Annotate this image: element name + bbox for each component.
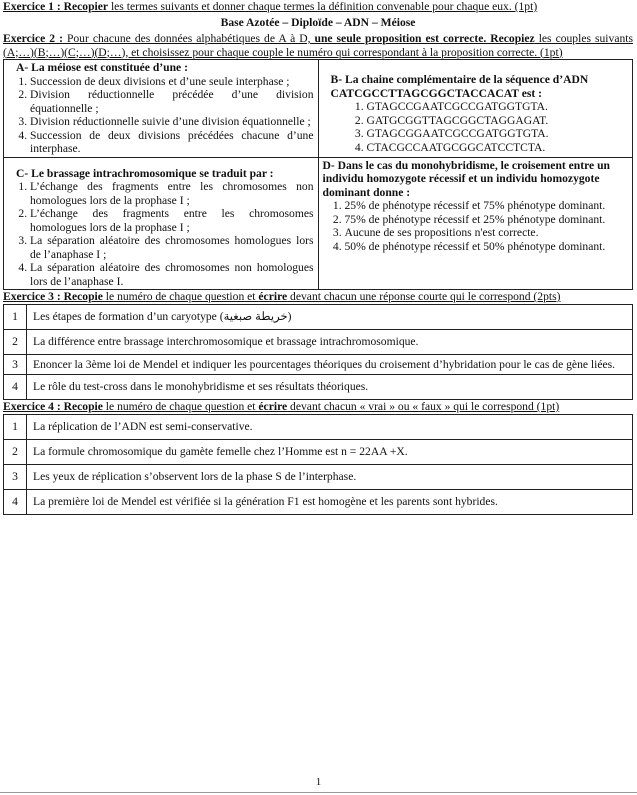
exam-page xyxy=(3,0,633,515)
option-D-2: 2. 75% de phénotype récessif et 25% phénotype dominant. xyxy=(345,213,629,227)
exercise-2-title: Exercice 2 : xyxy=(3,32,63,45)
question-A-options xyxy=(8,75,314,156)
question-A-cell xyxy=(4,60,319,158)
question-C-options xyxy=(8,180,314,288)
option-B-2: 2. GATGCGGTTAGCGGCTAGGAGAT. xyxy=(367,114,629,128)
table-row xyxy=(4,439,633,464)
question-number: 1 xyxy=(4,304,27,329)
question-text: La première loi de Mendel est vérifiée si la génération F1 est homogène et les parents sont hybrides. xyxy=(27,489,633,514)
exercise-1-text: les termes suivants et donner chaque termes la définition convenable pour chaque eux. (1pt) xyxy=(108,0,538,13)
option-B-1: 1. GTAGCCGAATCGCCGATGGTGTA. xyxy=(367,100,629,114)
question-D-options xyxy=(323,199,629,253)
question-text: Le rôle du test-cross dans le monohybridisme et ses résultats théoriques. xyxy=(27,375,633,400)
exercise-3-text-2: devant chacun une réponse courte qui le correspond (2pts) xyxy=(287,290,561,303)
option-A-3: 3. Division réductionnelle suivie d’une division équationnelle ; xyxy=(30,115,314,129)
exercise-4-text-1: le numéro de chaque question et xyxy=(102,400,259,413)
option-D-3: 3. Aucune de ses propositions n'est correcte. xyxy=(345,226,629,240)
option-B-4: 4. CTACGCCAATGCGGCATCCTCTA. xyxy=(367,141,629,155)
table-row xyxy=(4,329,633,354)
exercise-2-text-1: Pour chacune des données alphabétiques de A à D, xyxy=(62,32,315,45)
exercise-1-title: Exercice 1 : Recopier xyxy=(3,0,109,13)
exercise-3-table xyxy=(3,304,633,401)
footer-divider xyxy=(0,792,637,793)
question-number: 3 xyxy=(4,354,27,375)
table-row xyxy=(4,489,633,514)
exercise-2-bold: une seule proposition est correcte. Recopiez xyxy=(314,32,535,45)
exercise-3-statement xyxy=(3,290,633,304)
table-row xyxy=(4,304,633,329)
question-B-cell xyxy=(318,60,633,158)
exercise-1-statement xyxy=(3,0,633,14)
exercise-4-title: Exercice 4 : Recopie xyxy=(3,400,103,413)
table-row xyxy=(4,464,633,489)
option-C-4: 4. La séparation aléatoire des chromosomes non homologues lors de l’anaphase I. xyxy=(30,261,314,288)
exercise-3-bold: écrire xyxy=(258,290,288,303)
question-A-head: A- La méiose est constituée d’une : xyxy=(16,61,188,74)
option-B-3: 3. GTAGCGGAATCGCCGATGGTGTA. xyxy=(367,127,629,141)
option-A-2: 2. Division réductionnelle précédée d’une division équationnelle ; xyxy=(30,88,314,115)
question-D-cell xyxy=(318,157,633,290)
page-number: 1 xyxy=(315,776,322,788)
exercise-1-terms: Base Azotée – Diploïde – ADN – Méiose xyxy=(220,15,416,29)
question-C-cell xyxy=(4,157,319,290)
table-row xyxy=(4,354,633,375)
option-C-1: 1. L’échange des fragments entre les chromosomes non homologues lors de la prophase I ; xyxy=(30,180,314,207)
exercise-4-bold: écrire xyxy=(258,400,288,413)
exercise-2-grid xyxy=(3,59,633,290)
question-number: 1 xyxy=(4,414,27,439)
option-D-4: 4. 50% de phénotype récessif et 50% phénotype dominant. xyxy=(345,240,629,254)
exercise-4-text-2: devant chacun « vrai » ou « faux » qui le correspond (1pt) xyxy=(287,400,560,413)
exercise-4-table xyxy=(3,414,633,515)
question-number: 3 xyxy=(4,464,27,489)
exercise-2-text-2: les couples suivants (A;…)(B;…)(C;…)(D;…), et choisissez pour chaque couple le numéro qui correspondant à la proposition correcte. (1pt) xyxy=(3,32,633,59)
question-text: La différence entre brassage interchromosomique et brassage intrachromosomique. xyxy=(27,329,633,354)
question-number: 4 xyxy=(4,489,27,514)
question-number: 4 xyxy=(4,375,27,400)
question-text: Les yeux de réplication s’observent lors de la phase S de l’interphase. xyxy=(27,464,633,489)
question-number: 2 xyxy=(4,439,27,464)
exercise-3-text-1: le numéro de chaque question et xyxy=(102,290,259,303)
question-number: 2 xyxy=(4,329,27,354)
option-C-3: 3. La séparation aléatoire des chromosomes homologues lors de l’anaphase I ; xyxy=(30,234,314,261)
option-A-4: 4. Succession de deux divisions précédées chacune d’une interphase. xyxy=(30,129,314,156)
question-text: Enoncer la 3ème loi de Mendel et indiquer les pourcentages théoriques du croisement d’hybridation pour le cas de gène liées. xyxy=(27,354,633,375)
option-A-1: 1. Succession de deux divisions et d’une seule interphase ; xyxy=(30,75,314,89)
table-row xyxy=(4,414,633,439)
option-C-2: 2. L’échange des fragments entre les chromosomes homologues lors de la prophase I ; xyxy=(30,207,314,234)
option-D-1: 1. 25% de phénotype récessif et 75% phénotype dominant. xyxy=(345,199,629,213)
question-B-options xyxy=(323,100,629,154)
question-D-head: D- Dans le cas du monohybridisme, le croisement entre un individu homozygote récessif et un individu homozygote dominant donne : xyxy=(322,158,610,199)
question-text: La réplication de l’ADN est semi-conservative. xyxy=(27,414,633,439)
exercise-4-statement xyxy=(3,400,633,414)
exercise-3-title: Exercice 3 : Recopie xyxy=(3,290,103,303)
question-text: La formule chromosomique du gamète femelle chez l’Homme est n = 22AA +X. xyxy=(27,439,633,464)
table-row xyxy=(4,375,633,400)
exercise-2-statement xyxy=(3,32,633,59)
question-C-head: C- Le brassage intrachromosomique se traduit par : xyxy=(16,166,274,180)
question-text: Les étapes de formation d’un caryotype (خريطة صبغية) xyxy=(27,304,633,329)
question-B-head: B- La chaine complémentaire de la séquence d’ADN CATCGCCTTAGCGGCTACCACAT est : xyxy=(330,73,589,100)
